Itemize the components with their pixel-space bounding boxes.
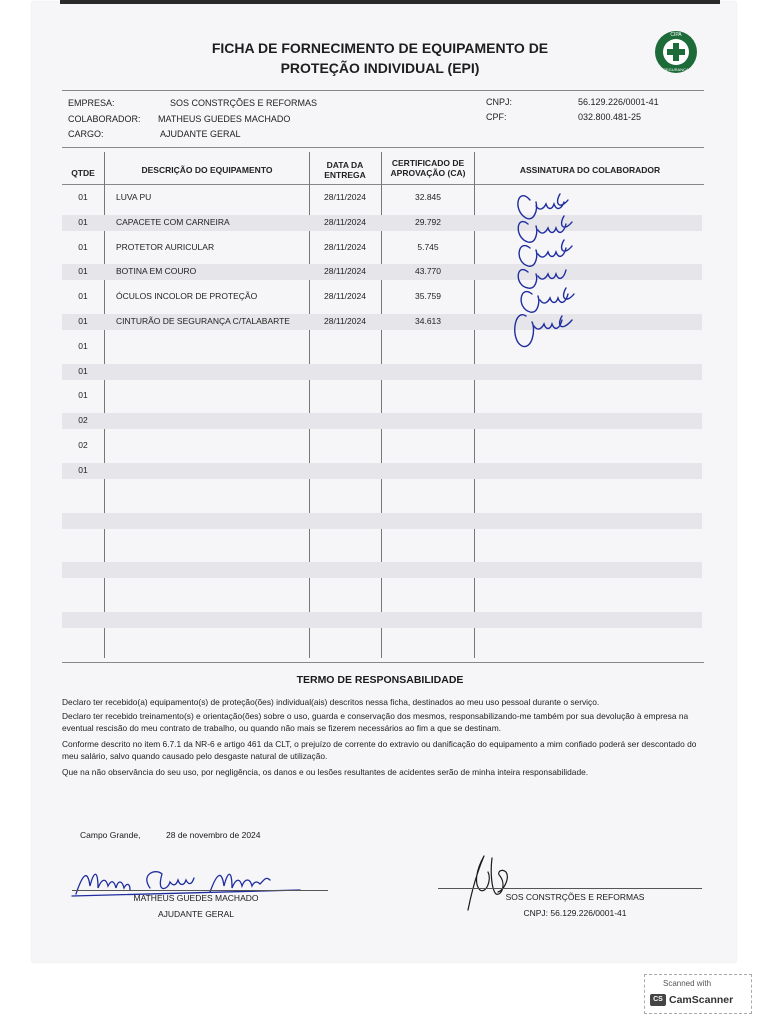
- row-qtde: 01: [78, 217, 88, 227]
- header-top-rule: [62, 90, 704, 91]
- row-qtde: 01: [78, 316, 88, 326]
- column-header-ca: [384, 158, 472, 178]
- row-qtde: 01: [78, 291, 88, 301]
- column-header-descricao: DESCRIÇÃO DO EQUIPAMENTO: [141, 165, 273, 175]
- column-header-ca-line1: CERTIFICADO DE: [391, 158, 465, 168]
- row-qtde: 01: [78, 266, 88, 276]
- document-title-line1: FICHA DE FORNECIMENTO DE EQUIPAMENTO DE: [211, 40, 549, 56]
- termo-title: TERMO DE RESPONSABILIDADE: [296, 674, 464, 686]
- column-header-ca-line2: APROVAÇÃO (CA): [390, 168, 466, 178]
- empresa-value: SOS CONSTRÇÕES E REFORMAS: [170, 98, 318, 108]
- cpf-label: CPF:: [486, 112, 507, 122]
- colaborador-label: COLABORADOR:: [68, 114, 141, 124]
- scan-edge: [60, 0, 720, 4]
- row-ca: 5.745: [417, 242, 439, 252]
- row-ca: 32.845: [415, 192, 441, 202]
- row-ca: 29.792: [415, 217, 441, 227]
- table-row-stripe: [62, 413, 702, 429]
- row-data: 28/11/2024: [324, 266, 366, 276]
- row-descricao: BOTINA EM COURO: [116, 266, 197, 276]
- logo-top-text: CIPA: [670, 32, 682, 38]
- row-data: 28/11/2024: [324, 242, 366, 252]
- table-bottom-rule: [62, 662, 704, 663]
- row-signatures: [508, 180, 608, 356]
- row-qtde: 01: [78, 242, 88, 252]
- row-qtde: 01: [78, 341, 88, 351]
- row-descricao: LUVA PU: [116, 192, 152, 202]
- document-sheet: [32, 2, 736, 962]
- colaborador-value: MATHEUS GUEDES MACHADO: [158, 114, 291, 124]
- camscanner-icon: CS: [650, 994, 666, 1006]
- table-row-stripe: [62, 364, 702, 380]
- termo-paragraph-1: Declaro ter recebido(a) equipamento(s) de proteção(ões) individual(ais) descritos nessa ficha, destinados ao meu uso pessoal durante o serviço.: [62, 697, 600, 707]
- column-header-data-line1: DATA DA: [326, 160, 364, 170]
- company-signature: [462, 850, 526, 914]
- column-header-assinatura: ASSINATURA DO COLABORADOR: [519, 165, 661, 175]
- row-ca: 34.613: [415, 316, 441, 326]
- logo-bottom-text: SEGURANÇA: [663, 67, 689, 72]
- termo-paragraph-3: Conforme descrito no item 6.7.1 da NR-6 e artigo 461 da CLT, o prejuízo de corrente do extravio ou danificação do equipamento a mim confiado poderá ser descontado do meu salário, salvo quando causado pelo desgaste natural de utilização.: [62, 739, 697, 761]
- place: Campo Grande,: [80, 830, 141, 840]
- row-qtde: 02: [78, 440, 88, 450]
- row-data: 28/11/2024: [324, 192, 366, 202]
- table-row-stripe: [62, 513, 702, 529]
- row-data: 28/11/2024: [324, 291, 366, 301]
- company-signature-line: [438, 888, 702, 889]
- cargo-value: AJUDANTE GERAL: [160, 129, 241, 139]
- company-cnpj: CNPJ: 56.129.226/0001-41: [523, 908, 627, 918]
- employee-signature-line: [72, 890, 328, 891]
- row-qtde: 01: [78, 366, 88, 376]
- document-title-line2: PROTEÇÃO INDIVIDUAL (EPI): [280, 60, 480, 76]
- row-qtde: 01: [78, 390, 88, 400]
- cnpj-label: CNPJ:: [486, 97, 513, 107]
- camscanner-watermark: [644, 974, 752, 1014]
- company-name: SOS CONSTRÇÕES E REFORMAS: [505, 892, 645, 902]
- row-descricao: CAPACETE COM CARNEIRA: [116, 217, 230, 227]
- table-row-stripe: [62, 612, 702, 628]
- row-ca: 35.759: [415, 291, 441, 301]
- row-ca: 43.770: [415, 266, 441, 276]
- cnpj-value: 56.129.226/0001-41: [578, 97, 659, 107]
- watermark-line2: CamScanner: [669, 994, 734, 1006]
- table-row-stripe: [62, 463, 702, 479]
- table-row-stripe: [62, 562, 702, 578]
- row-descricao: ÓCULOS INCOLOR DE PROTEÇÃO: [116, 291, 258, 301]
- termo-paragraph-4: Que na não observância do seu uso, por negligência, os danos e ou lesões resultantes de acidentes serão de minha inteira responsabilidade.: [62, 767, 589, 777]
- cargo-label: CARGO:: [68, 129, 104, 139]
- column-header-data-line2: ENTREGA: [324, 170, 366, 180]
- row-qtde: 01: [78, 465, 88, 475]
- row-data: 28/11/2024: [324, 316, 366, 326]
- signature-date: 28 de novembro de 2024: [166, 830, 261, 840]
- cipa-logo: [648, 28, 704, 76]
- cpf-value: 032.800.481-25: [578, 112, 642, 122]
- empresa-label: EMPRESA:: [68, 98, 115, 108]
- row-descricao: PROTETOR AURICULAR: [116, 242, 215, 252]
- row-descricao: CINTURÃO DE SEGURANÇA C/TALABARTE: [116, 316, 290, 326]
- table-top-rule: [62, 147, 704, 148]
- employee-role: AJUDANTE GERAL: [157, 909, 235, 919]
- employee-name: MATHEUS GUEDES MACHADO: [133, 893, 259, 903]
- row-data: 28/11/2024: [324, 217, 366, 227]
- column-header-data: [312, 160, 378, 180]
- watermark-line1: Scanned with: [663, 979, 712, 988]
- column-header-qtde: QTDE: [71, 168, 95, 178]
- row-qtde: 01: [78, 192, 88, 202]
- termo-paragraph-2: Declaro ter recebido treinamento(s) e orientação(ões) sobre o uso, guarda e conservação dos mesmos, responsabilizando-me também por sua devolução à empresa na eventual rescisão do meu contrato de trabalho, ou quando não mais se fizerem necessários ao fim a que se destinam.: [62, 711, 689, 733]
- row-qtde: 02: [78, 415, 88, 425]
